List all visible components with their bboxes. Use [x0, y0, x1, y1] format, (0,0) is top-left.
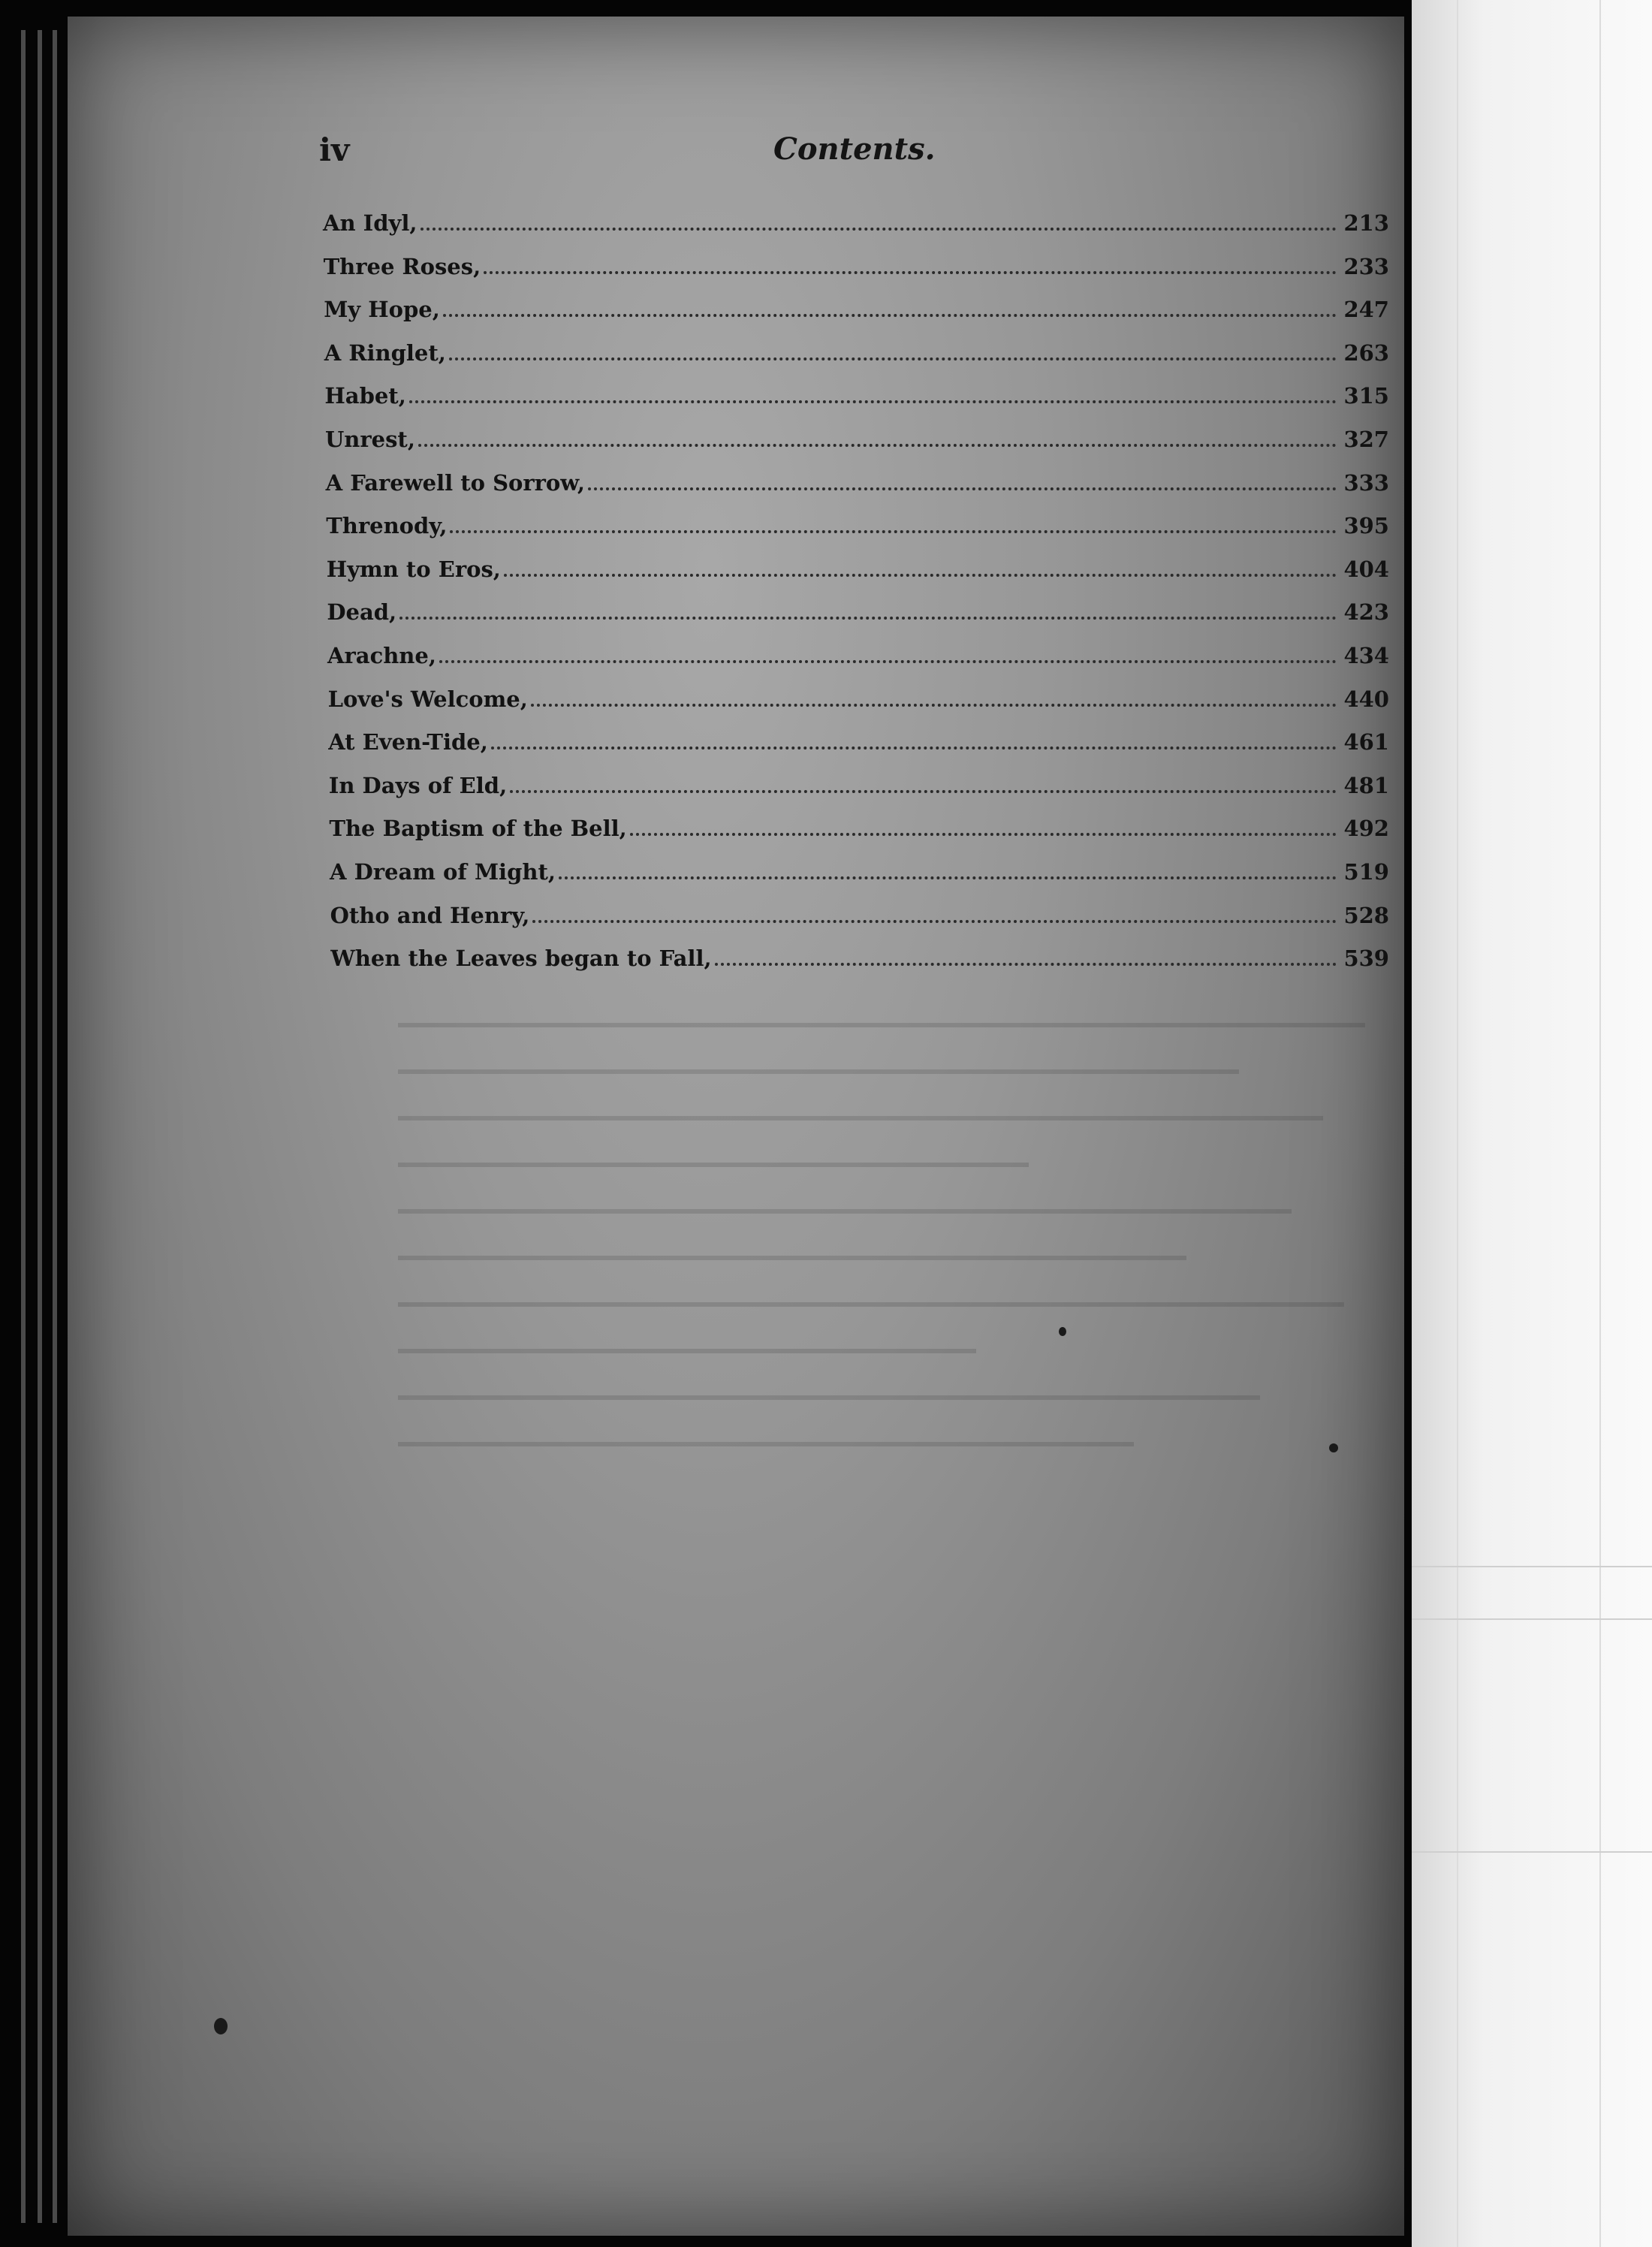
toc-entry-page: 395: [1343, 513, 1389, 539]
toc-entry: [323, 513, 1389, 556]
dot-leader: [443, 313, 1337, 317]
toc-entry-page: 327: [1343, 426, 1389, 452]
dot-leader: [531, 703, 1337, 707]
dot-leader: [715, 962, 1337, 966]
toc-entry: [323, 859, 1389, 903]
dot-leader: [399, 616, 1337, 620]
toc-entry: [323, 254, 1389, 297]
toc-entry-page: 333: [1343, 469, 1389, 496]
toc-entry: [323, 470, 1389, 514]
toc-entry-page: 539: [1343, 946, 1389, 972]
toc-entry-title: My Hope,: [324, 297, 440, 323]
dot-leader: [450, 529, 1337, 533]
toc-entry: [323, 210, 1389, 254]
dot-leader: [559, 876, 1337, 879]
toc-entry: [323, 383, 1389, 427]
toc-entry-page: 315: [1343, 383, 1389, 409]
toc-entry-title: An Idyl,: [323, 210, 418, 236]
ink-speck: [1059, 1327, 1066, 1336]
dot-leader: [588, 487, 1337, 490]
dot-leader: [449, 357, 1337, 360]
book-edge-line: [38, 30, 42, 2223]
toc-entry: [323, 903, 1389, 946]
toc-entry: [323, 556, 1389, 600]
toc-entry-title: A Farewell to Sorrow,: [325, 469, 585, 496]
toc-entry-title: Hymn to Eros,: [326, 556, 501, 582]
toc-entry: [323, 773, 1389, 816]
toc-entry-page: 263: [1343, 339, 1389, 366]
toc-entry-page: 247: [1343, 297, 1389, 323]
toc-entry-title: Habet,: [324, 383, 406, 409]
toc-entry-page: 423: [1343, 599, 1389, 626]
toc-entry-title: Arachne,: [327, 642, 436, 668]
toc-entry: [323, 686, 1389, 730]
dot-leader: [409, 400, 1337, 403]
toc-entry-title: A Dream of Might,: [330, 858, 556, 885]
show-through-text: [398, 1023, 1449, 1999]
toc-entry-page: 440: [1343, 686, 1389, 712]
dot-leader: [421, 227, 1337, 231]
toc-entry-title: Threnody,: [326, 513, 448, 539]
toc-entry: [323, 816, 1389, 859]
ink-speck: [1329, 1443, 1338, 1452]
toc-entry: [323, 946, 1389, 989]
toc-entry-page: 434: [1343, 642, 1389, 668]
dot-leader: [630, 832, 1337, 836]
toc-entry-page: 492: [1343, 816, 1389, 842]
dot-leader: [510, 789, 1337, 793]
running-title: Contents.: [773, 131, 936, 167]
toc-entry-page: 213: [1343, 210, 1389, 236]
toc-entry-title: Dead,: [327, 599, 397, 626]
toc-entry-title: In Days of Eld,: [328, 772, 508, 798]
dot-leader: [532, 919, 1337, 923]
dot-leader: [418, 443, 1337, 447]
toc-entry-title: At Even-Tide,: [328, 729, 488, 756]
toc-entry-title: Otho and Henry,: [330, 902, 530, 928]
dot-leader: [491, 746, 1337, 750]
dot-leader: [439, 659, 1337, 663]
facing-page: [1412, 0, 1652, 2247]
toc-entry: [323, 427, 1389, 470]
toc-entry-title: A Ringlet,: [324, 339, 446, 366]
toc-entry-page: 404: [1343, 556, 1389, 582]
toc-entry-title: The Baptism of the Bell,: [329, 816, 627, 842]
toc-entry-title: Unrest,: [325, 426, 415, 452]
toc-entry-page: 528: [1343, 902, 1389, 928]
dot-leader: [484, 270, 1337, 274]
toc-entry: [323, 643, 1389, 686]
toc-entry: [323, 340, 1389, 384]
toc-entry-title: Three Roses,: [323, 253, 481, 279]
ink-speck: [214, 2018, 228, 2034]
toc-entry-page: 233: [1343, 253, 1389, 279]
book-edge-line: [21, 30, 26, 2223]
table-of-contents: [323, 210, 1389, 989]
toc-entry-title: When the Leaves began to Fall,: [330, 946, 712, 972]
page-header: [248, 131, 1397, 184]
toc-entry-page: 519: [1343, 858, 1389, 885]
toc-entry: [323, 599, 1389, 643]
toc-entry-page: 481: [1343, 772, 1389, 798]
toc-entry: [323, 297, 1389, 340]
toc-entry-title: Love's Welcome,: [327, 686, 528, 712]
dot-leader: [504, 573, 1337, 577]
book-edge-line: [53, 30, 57, 2223]
toc-entry-page: 461: [1343, 729, 1389, 756]
page-number: iv: [319, 131, 350, 168]
toc-entry: [323, 729, 1389, 773]
